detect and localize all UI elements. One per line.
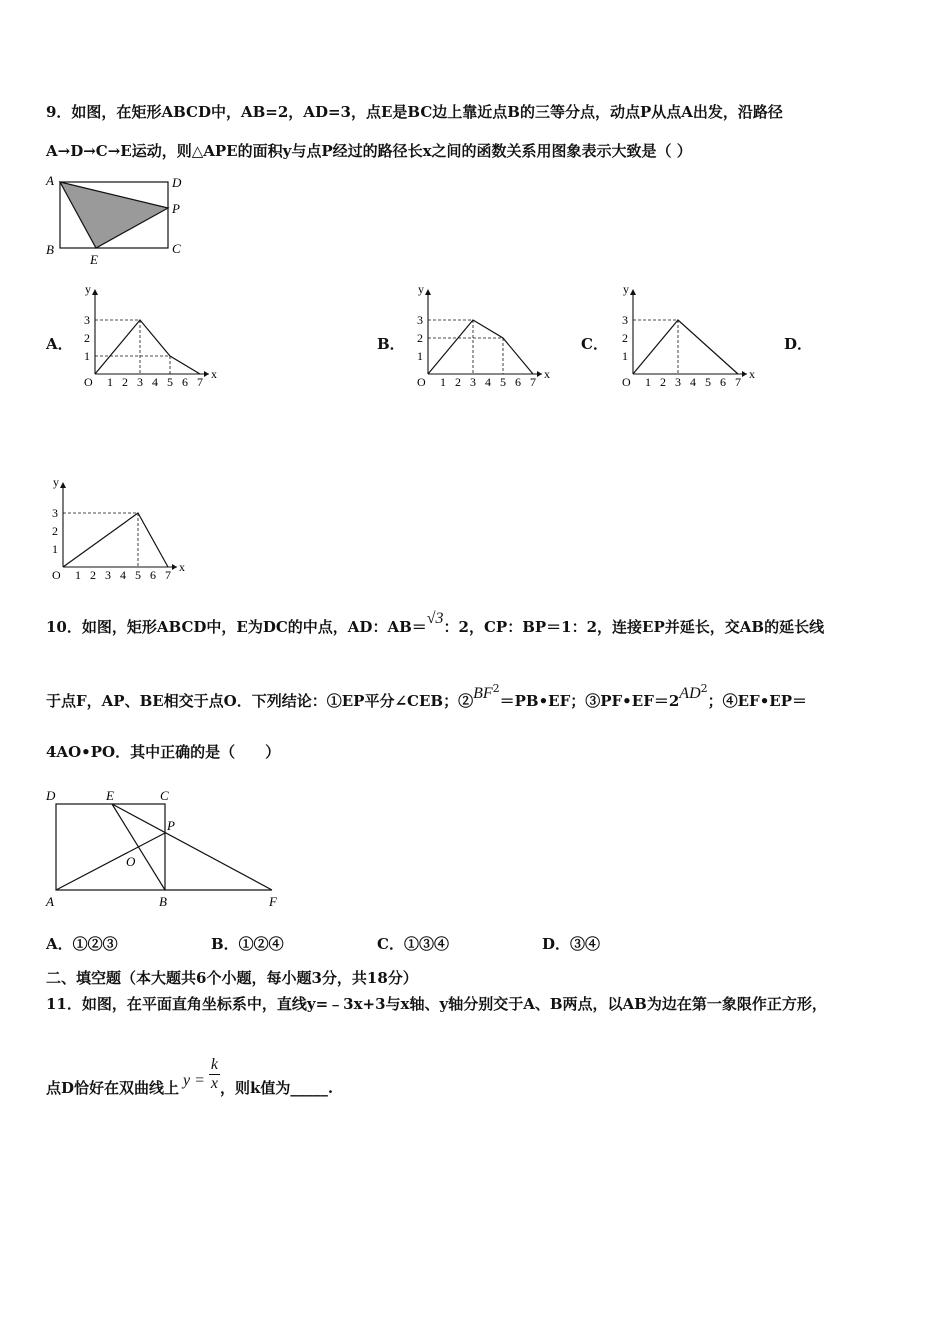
graph-d-x-tick: 1 (75, 568, 81, 581)
q9-option-c[interactable]: C． (581, 335, 608, 353)
q11-line-2-b: ，则k值为_____. (220, 1078, 334, 1097)
graph-b-x-tick: 2 (455, 375, 461, 388)
graph-b-x-label: x (544, 367, 550, 381)
q10-label-P: P (167, 818, 175, 833)
y-axis-arrow-icon (630, 289, 636, 295)
q10-label-C: C (160, 788, 169, 803)
graph-b-y-label: y (418, 283, 424, 296)
graph-b-y-tick: 1 (417, 349, 423, 363)
graph-a-x-tick: 1 (107, 375, 113, 388)
q10-option-d[interactable]: D．③④ (542, 935, 601, 953)
q9-option-d[interactable]: D． (784, 335, 813, 353)
graph-a-x-tick: 3 (137, 375, 143, 388)
q10-bf-sup: 2 (492, 682, 500, 695)
graph-c-origin: O (622, 375, 631, 388)
q10-label-A: A (46, 894, 54, 909)
q9-line-1: 9．如图，在矩形ABCD中，AB=2，AD=3，点E是BC边上靠近点B的三等分点，动点P从点A出发，沿路径 (46, 103, 783, 121)
x-axis-arrow-icon (742, 371, 747, 377)
q9-label-A: A (46, 173, 54, 188)
graph-b-y-tick: 2 (417, 331, 423, 345)
q11-formula-fraction (209, 1056, 220, 1093)
graph-d-x-tick: 5 (135, 568, 141, 581)
section-2-title: 二、填空题（本大题共6个小题，每小题3分，共18分） (46, 969, 418, 987)
graph-c-x-tick: 4 (690, 375, 696, 388)
graph-a-x-tick: 4 (152, 375, 158, 388)
q10-sqrt3: √3 (426, 610, 444, 627)
q9-graph-d (38, 476, 198, 581)
graph-c-y-tick: 2 (622, 331, 628, 345)
q10-option-a[interactable]: A．①②③ (46, 935, 118, 953)
q10-line-1 (46, 610, 825, 637)
graph-c-y-tick: 1 (622, 349, 628, 363)
y-axis-arrow-icon (425, 289, 431, 295)
graph-b-origin: O (417, 375, 426, 388)
graph-b-x-tick: 6 (515, 375, 521, 388)
q10-line-1-b: ：2，CP：BP＝1：2，连接EP并延长，交AB的延长线 (443, 618, 825, 636)
q9-label-D: D (172, 175, 182, 190)
graph-c-x-tick: 5 (705, 375, 711, 388)
graph-b-x-tick: 1 (440, 375, 446, 388)
x-axis-arrow-icon (537, 371, 542, 377)
q10-ad: AD (679, 685, 701, 702)
q9-option-a[interactable]: A． (46, 335, 73, 353)
q11-line-1: 11．如图，在平面直角坐标系中，直线y=﹣3x+3与x轴、y轴分别交于A、B两点，以AB为边在第一象限作正方形， (46, 995, 827, 1013)
q9-label-E: E (90, 252, 98, 267)
q10-option-b[interactable]: B．①②④ (211, 935, 284, 953)
q10-label-B: B (159, 894, 167, 909)
graph-d-origin: O (52, 568, 61, 581)
q10-line-2 (46, 682, 808, 711)
q10-line-3: 4AO•PO．其中正确的是（ ） (46, 743, 281, 761)
graph-d-x-tick: 2 (90, 568, 96, 581)
q10-line-2-c: ；④EF•EP＝ (707, 692, 808, 710)
graph-d-y-tick: 2 (52, 524, 58, 538)
q10-bf: BF (473, 685, 493, 702)
graph-d-x-label: x (179, 560, 185, 574)
q9-graph-b (403, 283, 563, 388)
graph-a-y-tick: 2 (84, 331, 90, 345)
q10-line-1-a: 10．如图，矩形ABCD中，E为DC的中点，AD：AB＝ (46, 618, 427, 636)
graph-d-curve (63, 513, 168, 567)
q10-label-E: E (106, 788, 114, 803)
q10-ad-sup: 2 (700, 682, 708, 695)
q9-graph-a (70, 283, 230, 388)
q9-option-b[interactable]: B． (377, 335, 405, 353)
y-axis-arrow-icon (60, 482, 66, 488)
graph-b-x-tick: 7 (530, 375, 536, 388)
graph-d-x-tick: 7 (165, 568, 171, 581)
q11-formula-num: k (210, 1056, 219, 1073)
q10-label-O: O (126, 854, 136, 869)
graph-d-x-tick: 6 (150, 568, 156, 581)
graph-a-x-tick: 5 (167, 375, 173, 388)
graph-d-y-label: y (53, 476, 59, 489)
graph-c-y-tick: 3 (622, 313, 628, 327)
q9-label-B: B (46, 242, 54, 257)
graph-b-y-tick: 3 (417, 313, 423, 327)
q9-label-C: C (172, 241, 181, 256)
graph-c-x-tick: 7 (735, 375, 741, 388)
graph-a-y-tick: 1 (84, 349, 90, 363)
q10-rectangle-figure (40, 786, 290, 911)
q10-line-2-b: ＝PB•EF；③PF•EF＝2 (499, 692, 680, 710)
graph-a-origin: O (84, 375, 93, 388)
graph-c-x-label: x (749, 367, 755, 381)
q9-graph-c (608, 283, 768, 388)
graph-c-curve (633, 320, 738, 374)
graph-d-y-tick: 1 (52, 542, 58, 556)
q9-line-2: A→D→C→E运动，则△APE的面积y与点P经过的路径长x之间的函数关系用图象表示大致是（ ） (46, 142, 692, 160)
graph-a-curve (95, 320, 200, 374)
q10-label-D: D (46, 788, 56, 803)
graph-a-y-label: y (85, 283, 91, 296)
q10-line-2-a: 于点F，AP、BE相交于点O．下列结论：①EP平分∠CEB；② (46, 692, 474, 710)
q10-option-c[interactable]: C．①③④ (377, 935, 449, 953)
graph-a-x-tick: 2 (122, 375, 128, 388)
graph-a-y-tick: 3 (84, 313, 90, 327)
graph-c-x-tick: 6 (720, 375, 726, 388)
graph-a-x-label: x (211, 367, 217, 381)
graph-a-x-tick: 6 (182, 375, 188, 388)
q11-line-2 (46, 1056, 334, 1097)
graph-a-x-tick: 7 (197, 375, 203, 388)
q10-label-F: F (269, 894, 277, 909)
graph-d-x-tick: 3 (105, 568, 111, 581)
graph-d-x-tick: 4 (120, 568, 126, 581)
q11-formula-den: x (210, 1075, 219, 1092)
y-axis-arrow-icon (92, 289, 98, 295)
graph-c-x-tick: 2 (660, 375, 666, 388)
q9-rectangle-figure (40, 172, 200, 270)
graph-b-x-tick: 3 (470, 375, 476, 388)
q11-line-2-a: 点D恰好在双曲线上 (46, 1078, 180, 1097)
graph-c-x-tick: 3 (675, 375, 681, 388)
x-axis-arrow-icon (204, 371, 209, 377)
q11-formula-lhs: y = (183, 1071, 205, 1089)
q9-label-P: P (172, 201, 180, 216)
graph-b-x-tick: 4 (485, 375, 491, 388)
graph-c-y-label: y (623, 283, 629, 296)
graph-b-curve (428, 320, 533, 374)
graph-b-x-tick: 5 (500, 375, 506, 388)
graph-d-y-tick: 3 (52, 506, 58, 520)
x-axis-arrow-icon (172, 564, 177, 570)
graph-c-x-tick: 1 (645, 375, 651, 388)
